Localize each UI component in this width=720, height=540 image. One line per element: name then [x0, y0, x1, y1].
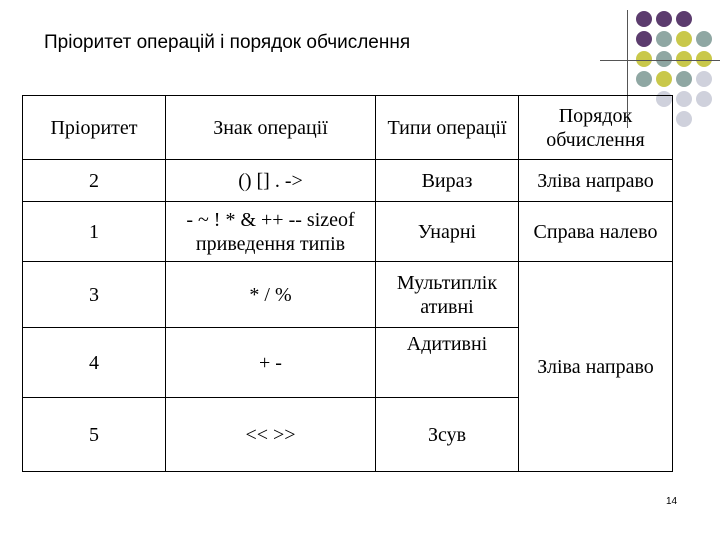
decor-dot — [656, 31, 672, 47]
sign-cell: * / % — [166, 262, 376, 328]
sign-cell: - ~ ! * & ++ -- sizeof приведення типів — [166, 202, 376, 262]
type-cell: Адитивні — [376, 328, 519, 398]
decor-dot — [676, 91, 692, 107]
decor-dot — [656, 71, 672, 87]
priority-cell: 5 — [23, 398, 166, 472]
header-order: Порядок обчислення — [519, 96, 673, 160]
table-row — [23, 202, 673, 262]
sign-cell: () [] . -> — [166, 160, 376, 202]
type-cell: Унарні — [376, 202, 519, 262]
table-row — [23, 160, 673, 202]
header-type: Типи операції — [376, 96, 519, 160]
order-cell: Справа налево — [519, 202, 673, 262]
decor-dot — [636, 31, 652, 47]
type-cell: Вираз — [376, 160, 519, 202]
priority-cell: 1 — [23, 202, 166, 262]
decor-dot — [656, 11, 672, 27]
decor-dot — [696, 51, 712, 67]
table-header-row — [23, 96, 673, 160]
decor-dot — [696, 91, 712, 107]
decor-dot — [676, 31, 692, 47]
priority-cell: 3 — [23, 262, 166, 328]
decor-dot — [696, 31, 712, 47]
header-priority: Пріоритет — [23, 96, 166, 160]
sign-cell: + - — [166, 328, 376, 398]
decor-dot — [636, 71, 652, 87]
page-number: 14 — [666, 496, 678, 507]
sign-cell: << >> — [166, 398, 376, 472]
operator-precedence-table — [22, 95, 673, 472]
type-cell: Зсув — [376, 398, 519, 472]
order-cell-merged: Зліва направо — [519, 262, 673, 472]
decor-dot — [676, 111, 692, 127]
table-row — [23, 262, 673, 328]
decor-dot — [676, 11, 692, 27]
decor-dot — [676, 51, 692, 67]
decor-dot — [696, 71, 712, 87]
order-cell: Зліва направо — [519, 160, 673, 202]
decor-dot — [636, 11, 652, 27]
priority-cell: 2 — [23, 160, 166, 202]
decor-dot — [636, 51, 652, 67]
priority-cell: 4 — [23, 328, 166, 398]
decor-dot — [676, 71, 692, 87]
decor-dot — [656, 51, 672, 67]
header-sign: Знак операції — [166, 96, 376, 160]
type-cell: Мультиплік ативні — [376, 262, 519, 328]
slide-title: Пріоритет операцій і порядок обчислення — [44, 32, 411, 53]
decor-horizontal-line — [600, 60, 720, 61]
